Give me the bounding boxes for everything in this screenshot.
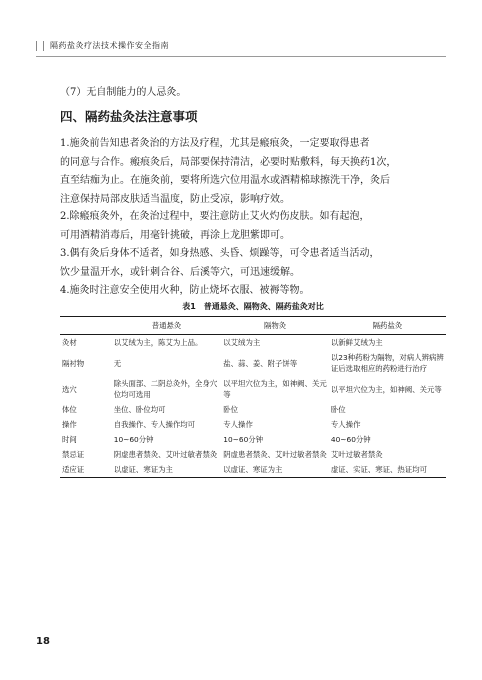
running-header-title: 隔药盐灸疗法技术操作安全指南 [50, 41, 169, 50]
table-cell: 坐位、卧位均可 [113, 405, 166, 414]
table-cell: 时间 [62, 435, 77, 444]
table-cell: 选穴 [62, 384, 77, 394]
table-cell: 阴虚患者禁灸、艾叶过敏者禁灸 [223, 450, 327, 459]
paragraph-line: 3.偶有灸后身体不适者，如身热感、头昏、烦躁等，可令患者适当活动， [60, 248, 380, 259]
table-cell: 以艾绒为主 [223, 338, 261, 347]
paragraph-line: 饮少量温开水，或针刺合谷、后溪等穴，可迅速缓解。 [60, 266, 300, 278]
table-cell: 10~60分钟 [223, 435, 264, 444]
paragraph-2 [60, 208, 446, 245]
table-row [60, 376, 446, 402]
table-caption: 表1 普通悬灸、隔物灸、隔药盐灸对比 [182, 302, 324, 311]
table-row [60, 432, 446, 447]
table-cell: 以新鲜艾绒为主 [330, 338, 383, 347]
table-cell: 40~60分钟 [330, 435, 371, 444]
paragraph-line: 1.施灸前告知患者灸治的方法及疗程，尤其是瘢痕灸，一定要取得患者 [60, 138, 370, 149]
table-cell: 无 [113, 358, 122, 368]
table-cell: 体位 [62, 405, 77, 414]
table-cell: 以平坦穴位为主，如神阙、关元等 [330, 384, 442, 394]
table-cell: 以虚证、寒证为主 [221, 462, 329, 478]
table-cell: 卧位 [223, 405, 239, 414]
paragraph-line: 的同意与合作。瘢痕灸后，局部要保持清洁，必要时贴敷料，每天换药1次， [60, 156, 397, 168]
running-header [36, 40, 446, 54]
table-cell: 以虚证、寒证为主 [112, 462, 222, 478]
table-header-cell: 普通悬灸 [112, 317, 222, 335]
table-cell: 操作 [62, 420, 77, 429]
table-header-cell: 隔药盐灸 [329, 317, 446, 335]
paragraph-line: 注意保持局部皮肤适当温度，防止受凉，影响疗效。 [60, 193, 290, 205]
table-cell: 灸材 [62, 338, 77, 347]
table-cell: 适应证 [60, 462, 112, 478]
table-row [60, 417, 446, 432]
table-row [60, 462, 446, 478]
table-row [60, 402, 446, 417]
table-cell: 阴虚患者禁灸、艾叶过敏者禁灸 [113, 450, 218, 459]
table-cell: 以23种药粉为隔物，对病人辨病辨证后选取相应的药粉进行治疗 [330, 353, 444, 373]
table-row [60, 350, 446, 376]
table-cell: 禁忌证 [62, 450, 85, 459]
table-header-row [60, 317, 446, 335]
paragraph-line: 4.施灸时注意安全使用火种，防止烧坏衣服、被褥等物。 [60, 285, 310, 296]
paragraph-line: 2.除瘢痕灸外，在灸治过程中，要注意防止艾火灼伤皮肤。如有起泡， [60, 211, 370, 222]
paragraph-line: 直至结痂为止。在施灸前，要将所选穴位用温水或酒精棉球擦洗干净，灸后 [60, 175, 390, 186]
header-marker [36, 41, 44, 51]
comparison-table [60, 316, 446, 478]
table-cell: 以艾绒为主，陈艾为上品。 [113, 338, 203, 347]
table-row [60, 447, 446, 462]
table-cell: 以平坦穴位为主，如神阙、关元等 [223, 379, 327, 399]
table-cell: 卧位 [330, 405, 346, 414]
table-cell: 虚证、实证、寒证、热证均可 [329, 462, 446, 478]
table-header-cell [60, 317, 112, 335]
page-number: 18 [36, 636, 50, 647]
table-cell: 自我操作、专人操作均可 [113, 420, 196, 429]
table-cell: 隔衬物 [62, 358, 85, 368]
table-header-cell: 隔物灸 [221, 317, 329, 335]
paragraph-1 [60, 135, 446, 209]
table-cell: 专人操作 [330, 420, 361, 429]
list-item-7: （7）无自制能力的人忌灸。 [60, 87, 187, 98]
paragraph-line: 可用酒精消毒后，用毫针挑破，再涂上龙胆紫即可。 [60, 229, 290, 241]
section-heading: 四、隔药盐灸法注意事项 [60, 109, 198, 124]
table-cell: 盐、蒜、姜、附子饼等 [223, 358, 298, 368]
paragraph-3 [60, 245, 446, 282]
header-divider [36, 56, 446, 57]
table-row [60, 335, 446, 351]
table-cell: 除头面部、二阴总灸外，全身穴位均可选用 [113, 379, 218, 399]
paragraph-4 [60, 282, 446, 301]
table-cell: 10~60分钟 [113, 435, 154, 444]
table-cell: 艾叶过敏者禁灸 [330, 450, 383, 459]
table-cell: 专人操作 [223, 420, 253, 429]
